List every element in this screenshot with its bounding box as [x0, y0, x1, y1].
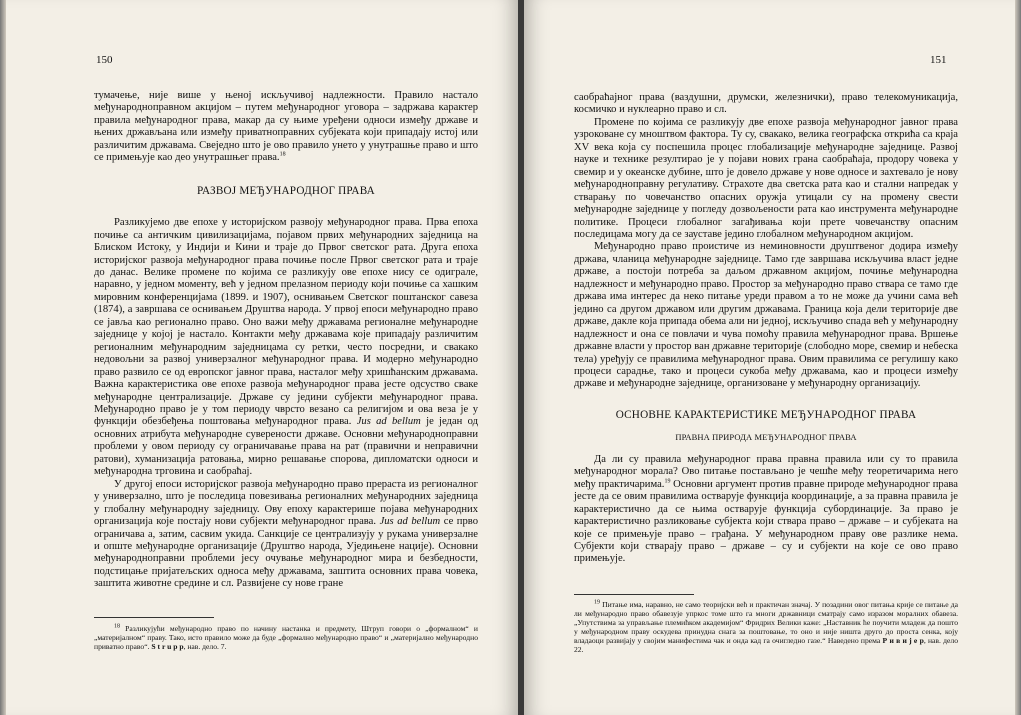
subsection-heading-legal-nature: ПРАВНА ПРИРОДА МЕЂУНАРОДНОГ ПРАВА: [675, 432, 857, 443]
right-paragraph-4-text: Да ли су правила међународног права правна правила или су то правила међународног морала? Ово питање постављано је чешће међу теоретичарима него међу практичарима.: [574, 453, 958, 490]
left-paragraph-1-text: тумачење, није више у њеној искључивој надлежности. Правило настало међународноправном акцијом – путем међународног уговора – задржава карактер правила међународног права, макар да су њиме уређени односи између државе и њених држављана или између приватноправних субјеката који припадају истој или различитим државама. Свеједно што је ово правило унето у унутрашње право и што се примењује као део унутрашњег права.: [94, 90, 478, 164]
right-paragraph-4: [574, 454, 958, 566]
footnote-number-18: 18: [114, 623, 120, 630]
footnote-19: [574, 600, 958, 655]
left-paragraph-3: [94, 479, 478, 591]
left-page-body: [94, 90, 478, 591]
footnote-ref-18: 18: [279, 151, 286, 158]
footnote-18: [94, 624, 478, 651]
footnote-18-author: S t r u p p: [151, 642, 184, 652]
footnote-18-ref: , нав. дело. 7.: [183, 642, 227, 652]
footnote-rule-left: [94, 617, 214, 618]
footnote-number-19: 19: [594, 599, 600, 606]
footnote-ref-19: 19: [664, 478, 671, 485]
left-page: [6, 0, 519, 715]
footnote-19-ref: , нав. дело 22.: [574, 636, 959, 655]
footnote-19-author: Р и в и ј е р: [882, 636, 924, 646]
left-paragraph-2-end: је један од основних атрибута међународне суверености државе. Основни међународноправни проблеми у овом периоду су ограничавање права на рат (правични и неправични ратови), хуманизација ратовања, мирно решавање спорова, дипломатски односи и међународна трговина и саобраћај.: [94, 416, 478, 478]
footnote-rule-right: [574, 594, 694, 595]
latin-term: Jus ad bellum: [379, 516, 441, 528]
right-paragraph-3: Међународно право проистиче из неминовности друштвеног додира између држава, чланица међународне заједнице. Тамо где завршава искључива власт једне државе, а постоји потреба за даљом државном акцијом, почиње међународна надлежност и међународно право. Простор за међународно право ствара се тамо где држава има интерес да неко питање уреди правом а то не може да учини сама већ једино са другом државом или другим државама. Граница која дели територије две државе, дакле која припада обема али ни једној, искључиво спада већ у међународну надлежност и она се повлачи и чува помоћу правила међународног права. Вршење државне власти у простор ван државне територије (слободно море, свемир и небеска тела) уређују се правилима међународног права. Овим правилима се регулишу како процеси сарадње, тако и процеси сукоба међу државама, као и процеси између државе и међународне заједнице, организоване у међународну организацију.: [574, 241, 958, 390]
page-number-right: 151: [930, 54, 947, 66]
left-paragraph-3-text: У другој епоси историјског развоја међународно право прераста из регионалног у универзално, што је последица повезивања регионалних међународних заједница у глобалну међународну заједницу. Ову епоху карактерише појава међународних организација које постају нови субјекти међународног права.: [94, 478, 478, 528]
section-heading-characteristics: ОСНОВНЕ КАРАКТЕРИСТИКЕ МЕЂУНАРОДНОГ ПРАВА: [615, 408, 917, 421]
left-paragraph-1: [94, 90, 478, 165]
right-page-body: [574, 92, 958, 566]
left-paragraph-3-end: се прво ограничава а, затим, сасвим укида. Санкције се централизују у рукама универзалне и опште међународне организације (Друштво народа, Уједињене нације). Основни међународноправни проблеми јесу очување међународног мира и безбедности, подстицање пријатељских односа међу државама, заштита основних права човека, заштита животне средине и сл. Развијене су нове гране: [94, 516, 478, 590]
latin-term: Jus ad bellum: [356, 416, 421, 428]
page-number-left: 150: [96, 54, 113, 66]
right-paragraph-2: Промене по којима се разликују две епохе развоја међународног јавног права узроковане су мноштвом фактора. Ту су, свакако, велика географска открића са краја XV века која су поспешила процес глобализације међународне заједнице. Развој науке и технике резултирао је у појави нових грана саобраћаја, продору човека у свемир и у океанске дубине, што је довело државе у нове односе и захтевало је нову међународноправну регулативу. Страхоте два светска рата као и стални напредак у стварању по човечанство опасних оружја утицали су на промену свести међународне заједнице у погледу дозвољености рата као инструмента међународне политике. Процеси глобалног загађивања који прете човечанству опасним последицама могу да се зауставе једино глобалном међународном акцијом.: [574, 116, 958, 240]
book-edge-right: [1015, 0, 1021, 715]
right-paragraph-4-end: Основни аргумент против правне природе међународног права јесте да се овим правилима остварује функција координације, а за правна правила је карактеристично да се њима остварује функција субординације. За право је карактеристично разликовање субјекта који ствара право – државе – и субјеката на које се примењује право – грађана. У међународном праву ове разлике нема. Субјекти који стварају право – државе – су и субјекти на које се ово право примењује.: [574, 478, 958, 565]
right-page: [524, 0, 1015, 715]
section-heading-development: РАЗВОЈ МЕЂУНАРОДНОГ ПРАВА: [197, 184, 375, 197]
left-paragraph-2: [94, 217, 478, 479]
right-paragraph-1: саобраћајног права (ваздушни, друмски, железнички), право телекомуникација, космичко и нуклеарно право и сл.: [574, 92, 958, 116]
footnote-19-text: Питање има, наравно, не само теоријски већ и практичан значај. У позадини овог питања крије се питање да ли међународно право обавезује упркос томе што га многи државници сматрају само изразом моралних обавеза. „Упутствима за управљање племићком академијом“ Фридрих Велики каже: „Наставник ће поучити младеж да пошто у међународном праву оскудева принудна снага за поштовање, то оно и није ништа друго до проста сенка, коју владаоци развијају у својим манифестима чак и онда кад га очигледно газе.“ Наведено према: [574, 600, 958, 646]
footnote-18-text: Разликујући међународно право по начину настанка и предмету, Штруп говори о „формалном“ и „материјалном“ праву. Тако, исто правило може да буде „формално међународно право“ и „материјално међународно приватно право“.: [94, 624, 478, 652]
left-paragraph-2-text: Разликујемо две епохе у историјском развоју међународног права. Прва епоха почиње са античким цивилизацијама, појавом првих међународних заједница на Блиском Истоку, у Индији и Кини и траје до Првог светског рата. Друга епоха историјског развоја међународног права почиње после Првог светског рата и траје до данас. Велике промене по којима се разликују ове епохе нису се одиграле, наравно, у једном моменту, већ у једном прелазном периоду који почиње са хашким мировним конференцијама (1899. и 1907), оснивањем Светског поштанског савеза (1874), а завршава се оснивањем Друштва народа. У првој епоси међународно право се јавља као регионално право. Оно важи међу државама регионалне међународне заједнице у којој је настало. Контакти међу државама које припадају различитим регионалним међународним заједницама су ретки, често посредни, и свакако недовољни за развој универзалног међународног права. И модерно међународно право развило се од европског јавног права, насталог међу хришћанским државама. Важна карактеристика ове епохе развоја међународног права јесте одсуство сваке међународне централизације. Државе су једини субјекти међународног права. Међународно право је у том периоду чврсто везано са религијом и ова веза је у функцији обезбеђења поштовања међународног права.: [94, 217, 478, 428]
